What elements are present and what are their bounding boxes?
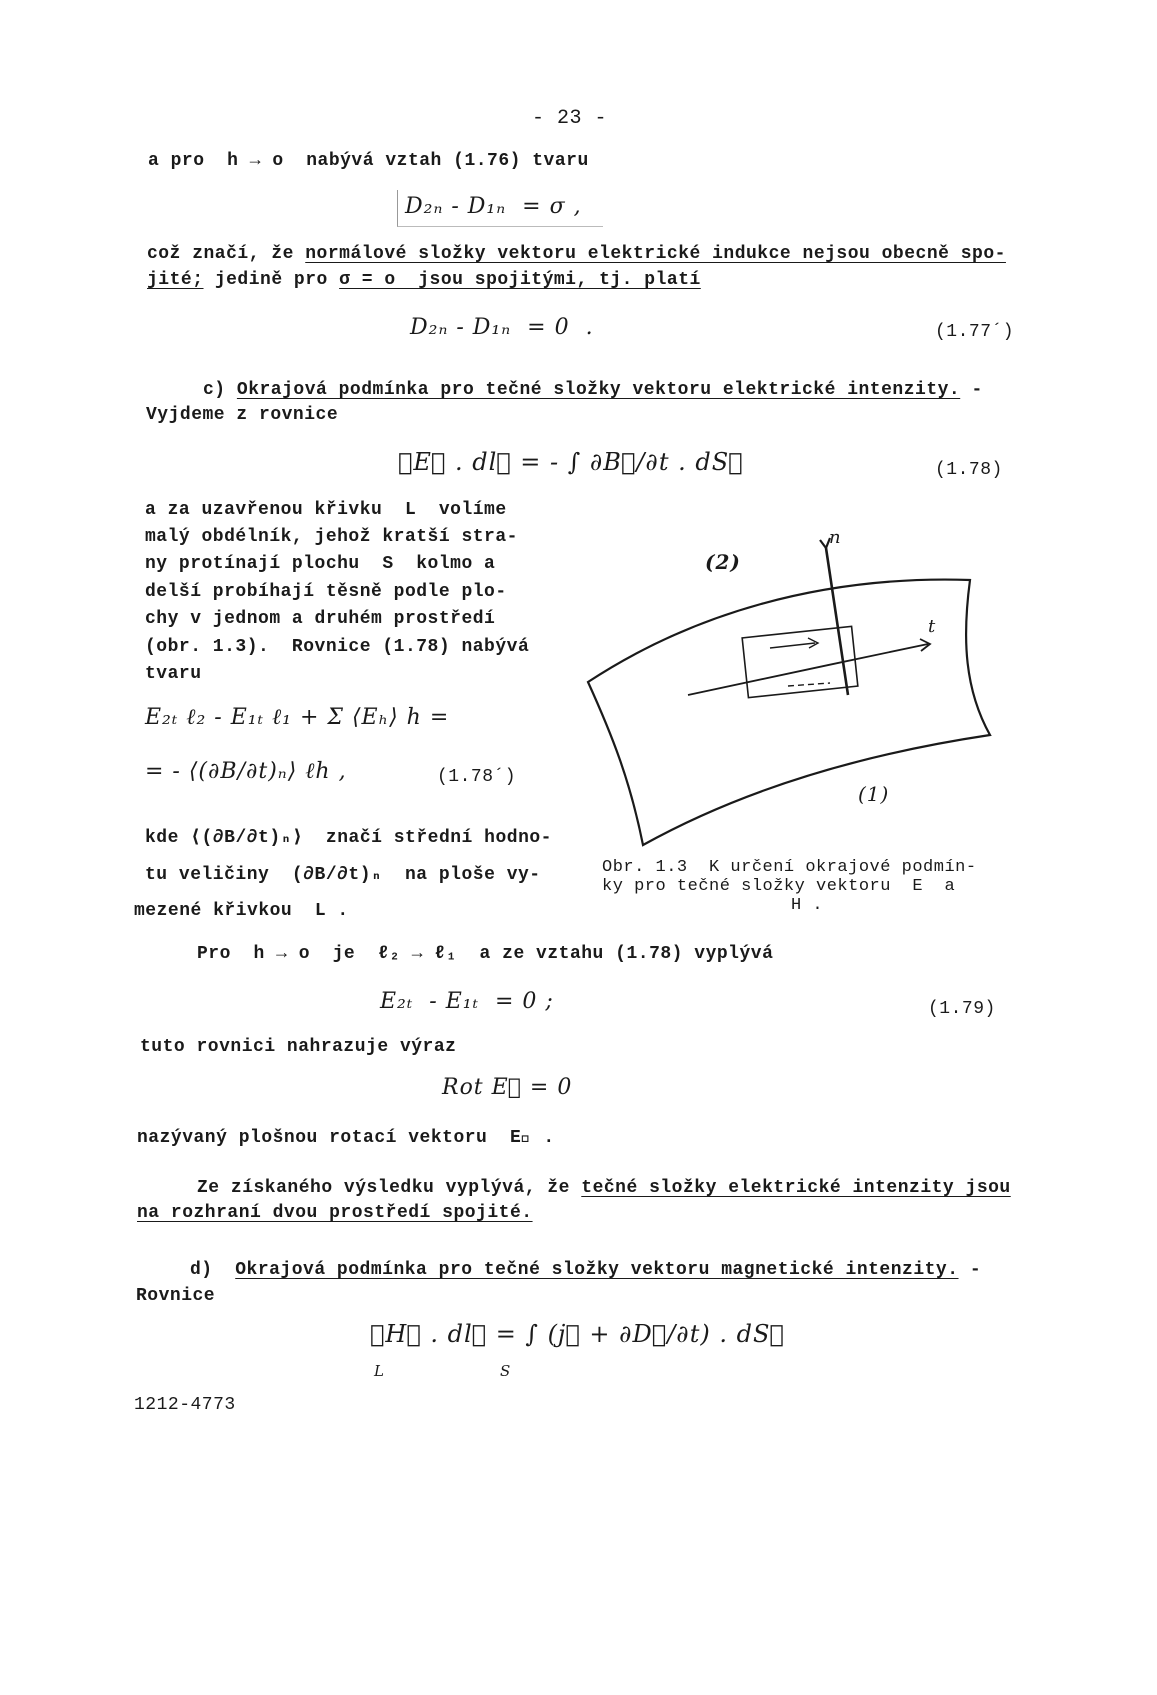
page-number: - 23 - [532, 107, 608, 130]
text-line: mezené křivkou L . [134, 901, 349, 921]
figure-caption: Obr. 1.3 K určení okrajové podmín- [602, 858, 977, 877]
text-line: Ze získaného výsledku vyplývá, že tečné složky elektrické intenzity jsou [197, 1178, 1011, 1198]
text-line: a za uzavřenou křivku L volíme [145, 500, 507, 520]
equation-2: D₂ₙ - D₁ₙ = 0 . [410, 315, 594, 340]
equation-number: (1.77´) [935, 322, 1015, 342]
figure-caption: ky pro tečné složky vektoru E a [602, 877, 956, 896]
text-line: což značí, že normálové složky vektoru elektrické indukce nejsou obecně spo- [147, 244, 1006, 264]
equation-6: Rot E⃗ = 0 [442, 1075, 573, 1100]
text-line: jité; jedině pro σ = o jsou spojitými, tj. platí [147, 270, 701, 290]
text-line: tuto rovnici nahrazuje výraz [140, 1037, 457, 1057]
equation-7-subscript: L [374, 1362, 385, 1380]
figure-label-t: t [928, 616, 937, 637]
text-line: malý obdélník, jehož kratší stra- [145, 527, 518, 547]
footer-code: 1212-4773 [134, 1395, 236, 1415]
text-line: tvaru [145, 664, 202, 684]
figure-caption: H . [791, 896, 824, 915]
text-line: Pro h → o je ℓ₂ → ℓ₁ a ze vztahu (1.78) vyplývá [197, 944, 774, 964]
equation-7: ∮H⃗ . dl⃗ = ∫ (j⃗ + ∂D⃗/∂t) . dS⃗ [370, 1320, 785, 1348]
figure-label-2: (2) [705, 550, 741, 574]
text-line: nazývaný plošnou rotací vektoru E⃗ . [137, 1128, 555, 1148]
equation-4a: E₂ₜ ℓ₂ - E₁ₜ ℓ₁ + Σ ⟨Eₕ⟩ h = [145, 705, 450, 730]
text-line: ny protínají plochu S kolmo a [145, 554, 496, 574]
figure-label-1: (1) [858, 782, 890, 806]
equation-5: E₂ₜ - E₁ₜ = 0 ; [380, 989, 554, 1014]
equation-1: D₂ₙ - D₁ₙ = σ , [405, 194, 582, 219]
text-line: na rozhraní dvou prostředí spojité. [137, 1203, 533, 1223]
text-line: Rovnice [136, 1286, 216, 1306]
text-line: chy v jednom a druhém prostředí [145, 609, 496, 629]
equation-number: (1.78) [935, 460, 1003, 480]
text-line: (obr. 1.3). Rovnice (1.78) nabývá [145, 637, 530, 657]
equation-3: ∮E⃗ . dl⃗ = - ∫ ∂B⃗/∂t . dS⃗ [398, 448, 744, 476]
figure-label-n: n [829, 527, 842, 548]
section-c-heading: c) Okrajová podmínka pro tečné složky vektoru elektrické intenzity. - [203, 380, 983, 400]
section-d-heading: d) Okrajová podmínka pro tečné složky vektoru magnetické intenzity. - [190, 1260, 982, 1280]
text-line: Vyjdeme z rovnice [146, 405, 339, 425]
text-line: delší probíhají těsně podle plo- [145, 582, 507, 602]
equation-7-subscript: S [500, 1362, 512, 1380]
text-line: a pro h → o nabývá vztah (1.76) tvaru [148, 151, 589, 171]
text-line: tu veličiny (∂B/∂t)ₙ na ploše vy- [145, 865, 541, 885]
text-line: kde ⟨(∂B/∂t)ₙ⟩ značí střední hodno- [145, 828, 552, 848]
equation-number: (1.78´) [437, 767, 517, 787]
equation-number: (1.79) [928, 999, 996, 1019]
equation-4b: = - ⟨(∂B/∂t)ₙ⟩ ℓh , [145, 759, 347, 784]
